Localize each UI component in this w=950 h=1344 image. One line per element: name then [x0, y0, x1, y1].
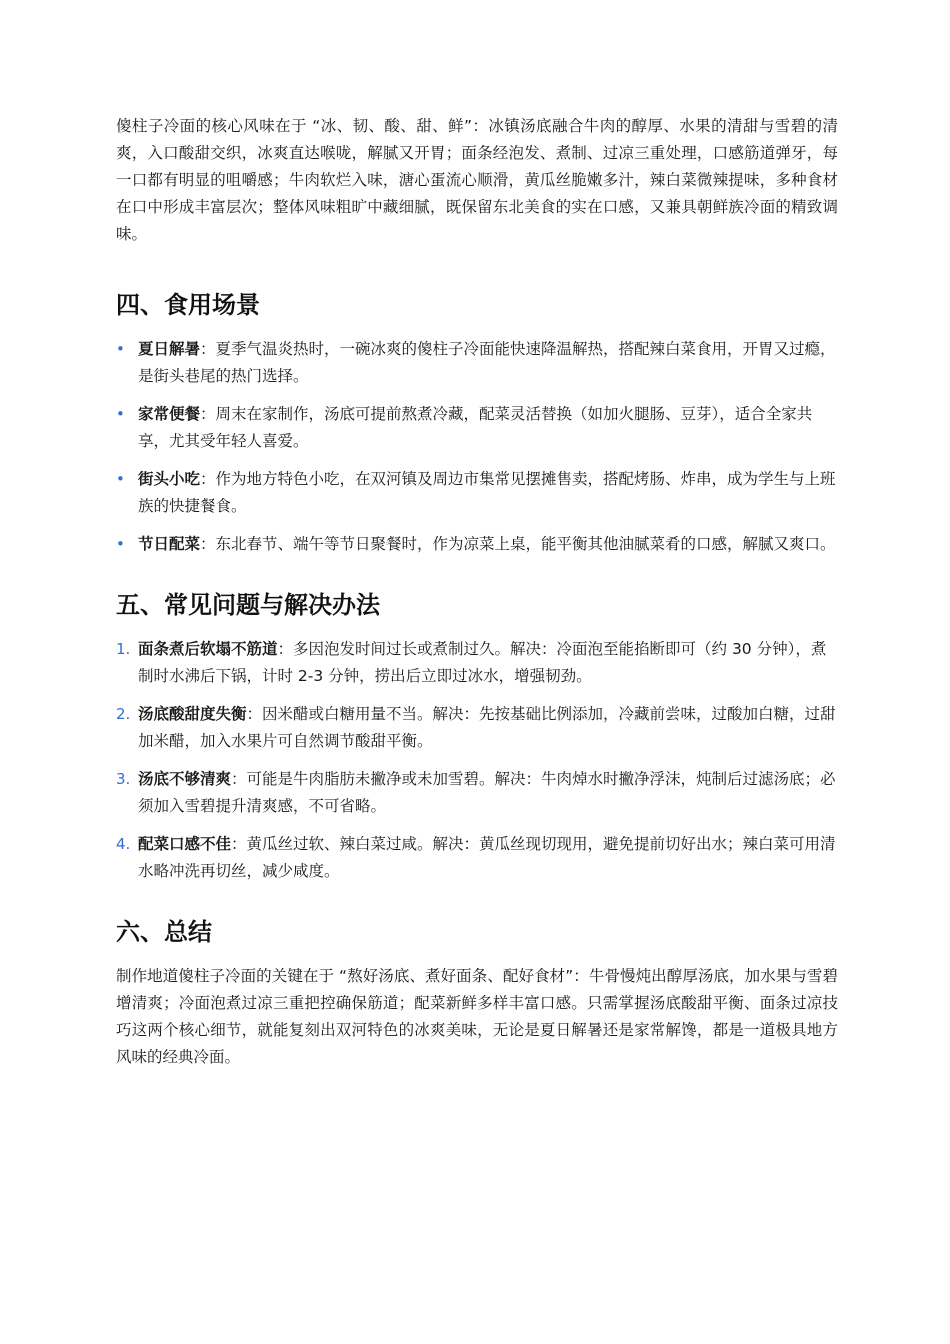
list-item — [116, 401, 838, 455]
usage-scenes-list — [116, 336, 838, 558]
item-text: ：东北春节、端午等节日聚餐时，作为凉菜上桌，能平衡其他油腻菜肴的口感，解腻又爽口。 — [200, 535, 836, 553]
bullet-marker: • — [116, 535, 125, 553]
item-text: ：夏季气温炎热时，一碗冰爽的傻柱子冷面能快速降温解热，搭配辣白菜食用，开胃又过瘾，是街头巷尾的热门选择。 — [138, 340, 836, 385]
item-term: 家常便餐 — [138, 405, 201, 423]
item-text: ：黄瓜丝过软、辣白菜过咸。解决：黄瓜丝现切现用，避免提前切好出水；辣白菜可用清水略冲洗再切丝，减少咸度。 — [138, 835, 836, 880]
item-term: 节日配菜 — [138, 535, 201, 553]
number-marker: 4. — [116, 835, 131, 853]
item-text: ：周末在家制作，汤底可提前熬煮冷藏，配菜灵活替换（如加火腿肠、豆芽），适合全家共享，尤其受年轻人喜爱。 — [138, 405, 813, 450]
list-item — [116, 466, 838, 520]
intro-paragraph: 傻柱子冷面的核心风味在于 “冰、韧、酸、甜、鲜”：冰镇汤底融合牛肉的醇厚、水果的清甜与雪碧的清爽，入口酸甜交织，冰爽直达喉咙，解腻又开胃；面条经泡发、煮制、过凉三重处理，口感筋道弹牙，每一口都有明显的咀嚼感；牛肉软烂入味，溏心蛋流心顺滑，黄瓜丝脆嫩多汁，辣白菜微辣提味，多种食材在口中形成丰富层次；整体风味粗旷中藏细腻，既保留东北美食的实在口感，又兼具朝鲜族冷面的精致调味。 — [116, 117, 838, 243]
list-item — [116, 831, 838, 885]
item-text: ：多因泡发时间过长或煮制过久。解决：冷面泡至能掐断即可（约 30 分钟），煮制时水沸后下锅，计时 2-3 分钟，捞出后立即过冰水，增强韧劲。 — [138, 640, 827, 685]
list-item — [116, 701, 838, 755]
list-item — [116, 766, 838, 820]
section-heading-summary: 六、总结 — [116, 918, 212, 946]
bullet-marker: • — [116, 470, 125, 488]
common-problems-list — [116, 636, 838, 885]
item-term: 面条煮后软塌不筋道 — [138, 640, 278, 658]
item-term: 汤底酸甜度失衡 — [138, 705, 247, 723]
item-text: ：作为地方特色小吃，在双河镇及周边市集常见摆摊售卖，搭配烤肠、炸串，成为学生与上班族的快捷餐食。 — [138, 470, 836, 515]
section-heading-usage-scenes: 四、食用场景 — [116, 291, 260, 319]
list-item — [116, 336, 838, 390]
item-term: 配菜口感不佳 — [138, 835, 232, 853]
list-item — [116, 636, 838, 690]
summary-paragraph: 制作地道傻柱子冷面的关键在于 “熬好汤底、煮好面条、配好食材”：牛骨慢炖出醇厚汤底，加水果与雪碧增清爽；冷面泡煮过凉三重把控确保筋道；配菜新鲜多样丰富口感。只需掌握汤底酸甜平衡、面条过凉技巧这两个核心细节，就能复刻出双河特色的冰爽美味，无论是夏日解暑还是家常解馋，都是一道极具地方风味的经典冷面。 — [116, 967, 838, 1066]
number-marker: 2. — [116, 705, 131, 723]
number-marker: 1. — [116, 640, 131, 658]
item-text: ：因米醋或白糖用量不当。解决：先按基础比例添加，冷藏前尝味，过酸加白糖，过甜加米醋，加入水果片可自然调节酸甜平衡。 — [138, 705, 836, 750]
item-term: 汤底不够清爽 — [138, 770, 232, 788]
document-page — [116, 113, 838, 1071]
item-text: ：可能是牛肉脂肪未撇净或未加雪碧。解决：牛肉焯水时撇净浮沫，炖制后过滤汤底；必须加入雪碧提升清爽感，不可省略。 — [138, 770, 836, 815]
item-term: 夏日解暑 — [138, 340, 201, 358]
list-item — [116, 531, 838, 558]
bullet-marker: • — [116, 340, 125, 358]
bullet-marker: • — [116, 405, 125, 423]
item-term: 街头小吃 — [138, 470, 201, 488]
number-marker: 3. — [116, 770, 131, 788]
section-heading-common-problems: 五、常见问题与解决办法 — [116, 591, 380, 619]
